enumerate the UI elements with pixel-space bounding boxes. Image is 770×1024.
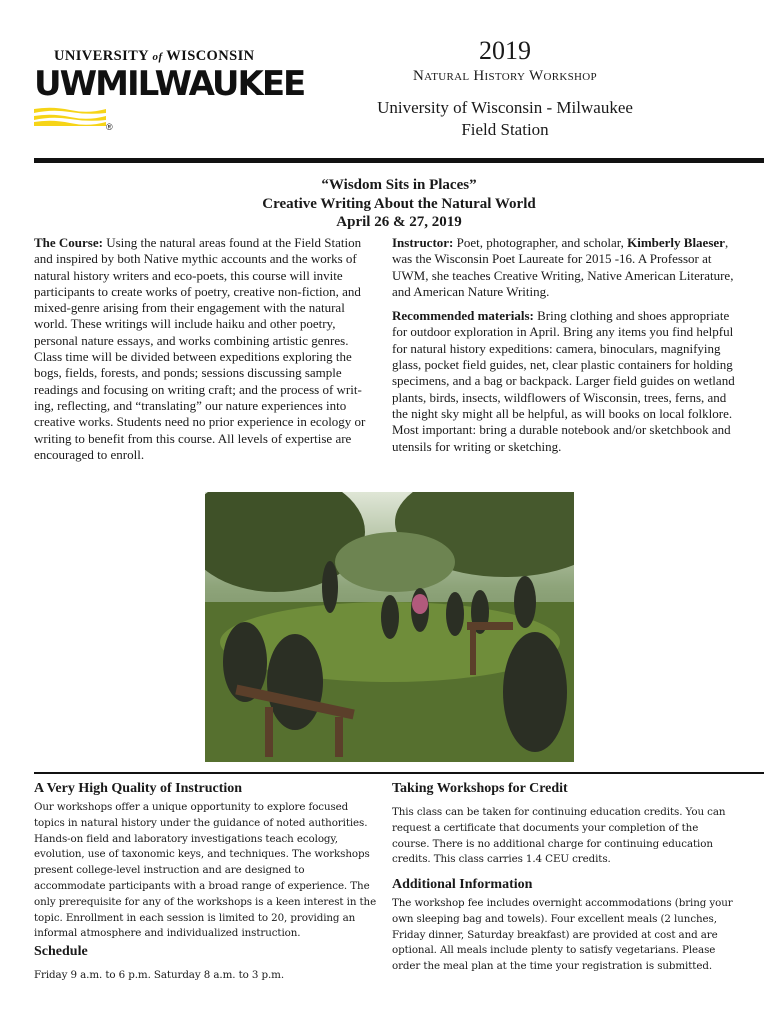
title-date: April 26 & 27, 2019	[336, 214, 462, 230]
quality-text: Our workshops offer a unique opportunity to explore focused topics in natural history under the guidance of noted authorities. Hands-on field and laboratory investigations teach ecology, evolution, use of taxonomic keys, and techniques. The workshops present college-level instruction and are designed to accommodate participants with a broad range of experience. The only prerequisite for any of the workshops is a keen interest in the topic. Enrollment in each session is limited to 20, providing an informal atmosphere and individualized instruction.	[34, 801, 377, 940]
course-label: The Course:	[34, 235, 103, 250]
instructor-name: Kimberly Blaeser	[627, 235, 725, 250]
instructor-paragraph: Instructor: Poet, photographer, and scholar, Kimberly Blaeser, was the Wisconsin Poet Laureate for 2015 -16. A Professor at UWM, she teaches Creative Writing, Native American Literature, and American Nature Writing.	[392, 235, 734, 299]
course-description	[34, 235, 374, 463]
quality-heading: A Very High Quality of Instruction	[34, 781, 243, 796]
registered-mark: ®	[106, 122, 113, 132]
materials-paragraph: Recommended materials: Bring clothing and shoes appropriate for outdoor exploration in April. Bring any items you find helpful for natural history expeditions: camera, binoculars, magnifying glass, pocket field guides, net, clear plastic containers for holding specimens, and a bag or backpack. Larger field guides on wetland plants, birds, insects, wildflowers of Wisconsin, trees, ferns, and the night sky might all be helpful, as will books on local folklore. Most important: bring a durable notebook and/or sketchbook and utensils for writing or sketching.	[392, 308, 735, 454]
header-station: Field Station	[461, 120, 549, 139]
top-divider	[34, 158, 764, 163]
header-year: 2019	[479, 36, 531, 65]
header-workshop: Natural History Workshop	[413, 68, 597, 84]
instructor-materials	[392, 235, 744, 455]
additional-heading: Additional Information	[392, 877, 533, 892]
logo-university-text: UNIVERSITY of WISCONSIN	[54, 48, 255, 64]
middle-divider	[34, 772, 764, 774]
flag-icon	[34, 106, 106, 126]
credit-heading: Taking Workshops for Credit	[392, 781, 568, 796]
workshop-photo	[205, 492, 574, 762]
title-quote: “Wisdom Sits in Places”	[321, 177, 477, 193]
title-main: Creative Writing About the Natural World	[262, 196, 536, 212]
schedule-text: Friday 9 a.m. to 6 p.m. Saturday 8 a.m. to 3 p.m.	[34, 969, 285, 981]
materials-label: Recommended materials:	[392, 308, 534, 324]
credit-text: This class can be taken for continuing education credits. You can request a certificate that documents your completion of the course. There is no additional charge for continuing education credits. This class carries 1.4 CEU credits.	[392, 806, 726, 866]
schedule-heading: Schedule	[34, 944, 88, 959]
instructor-label: Instructor:	[392, 235, 454, 250]
header-university: University of Wisconsin - Milwaukee	[377, 98, 633, 117]
uwm-logo	[34, 48, 305, 132]
logo-wordmark: UWMILWAUKEE	[34, 64, 305, 104]
additional-text: The workshop fee includes overnight accommodations (bring your own sleeping bag and towels). Four excellent meals (2 lunches, Friday dinner, Saturday breakfast) are provided at cost and are optional. All meals include plenty to satisfy vegetarians. Please order the meal plan at the time your registration is submitted.	[392, 897, 733, 973]
course-text: Using the natural areas found at the Field Station and inspired by both Native mythic accounts and the works of natural history writers and eco-poets, this course will invite participants to create works of poetry, creative non-fiction, and mixed-genre arising from their engagement with the natural world. These writings will include haiku and other poetry, personal nature essays, and works combining artistic genres. Class time will be divided between expeditions exploring the bogs, fields, forests, and ponds; sessions discussing sample readings and focusing on writing craft; and the process of writ-ing, reflecting, and “translating” our nature experiences into creative works. Students need no prior experience in ecology or writing to benefit from this course. All levels of expertise are encouraged to enroll.	[34, 235, 366, 462]
